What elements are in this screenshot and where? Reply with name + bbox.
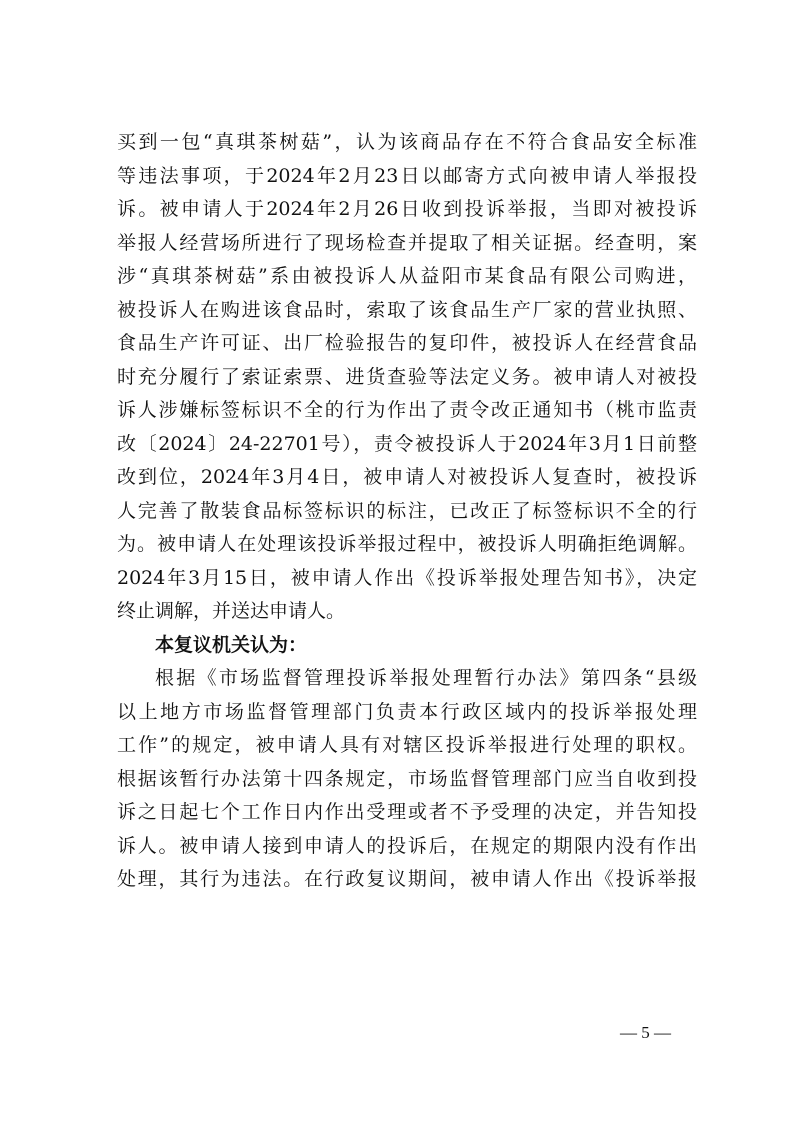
text-line: 改〔2024〕24-22701号），责令被投诉人于2024年3月1日前整: [117, 432, 697, 455]
document-body: [117, 126, 697, 897]
text-line: 诉之日起七个工作日内作出受理或者不予受理的决定，并告知投: [117, 801, 697, 823]
text-line: 等违法事项，于2024年2月23日以邮寄方式向被申请人举报投: [117, 164, 697, 187]
text-line: 人完善了散装食品标签标识的标注，已改正了标签标识不全的行: [117, 499, 697, 522]
text-line: 被投诉人在购进该食品时，索取了该食品生产厂家的营业执照、: [117, 298, 697, 321]
text-line: 改到位，2024年3月4日，被申请人对被投诉人复查时，被投诉: [117, 466, 697, 488]
text-line: 时充分履行了索证索票、进货查验等法定义务。被申请人对被投: [117, 365, 697, 388]
text-line: 根据《市场监督管理投诉举报处理暂行办法》第四条“县级: [155, 667, 697, 689]
text-line: 涉“真琪茶树菇”系由被投诉人从益阳市某食品有限公司购进，: [117, 265, 697, 287]
paragraph-opinion: [117, 662, 697, 897]
text-line: 以上地方市场监督管理部门负责本行政区域内的投诉举报处理: [117, 700, 697, 723]
text-line: 诉人。被申请人接到申请人的投诉后，在规定的期限内没有作出: [117, 834, 697, 857]
text-line: 2024年3月15日，被申请人作出《投诉举报处理告知书》，决定: [117, 566, 697, 589]
text-line: 根据该暂行办法第十四条规定，市场监督管理部门应当自收到投: [117, 767, 697, 790]
text-line: 诉人涉嫌标签标识不全的行为作出了责令改正通知书（桃市监责: [117, 399, 697, 421]
text-line: 处理，其行为违法。在行政复议期间，被申请人作出《投诉举报: [117, 868, 697, 890]
text-line: 终止调解，并送达申请人。: [117, 600, 346, 622]
paragraph-facts: [117, 126, 697, 629]
text-line: 举报人经营场所进行了现场检查并提取了相关证据。经查明，案: [117, 231, 697, 254]
text-line: 诉。被申请人于2024年2月26日收到投诉举报，当即对被投诉: [117, 198, 697, 220]
text-line: 工作”的规定，被申请人具有对辖区投诉举报进行处理的职权。: [117, 734, 697, 756]
text-line: 为。被申请人在处理该投诉举报过程中，被投诉人明确拒绝调解。: [117, 533, 697, 555]
text-line: 食品生产许可证、出厂检验报告的复印件，被投诉人在经营食品: [117, 332, 697, 354]
section-heading: 本复议机关认为：: [155, 633, 308, 656]
page-number: — 5 —: [620, 1023, 671, 1042]
text-line: 买到一包“真琪茶树菇”，认为该商品存在不符合食品安全标准: [117, 131, 697, 153]
